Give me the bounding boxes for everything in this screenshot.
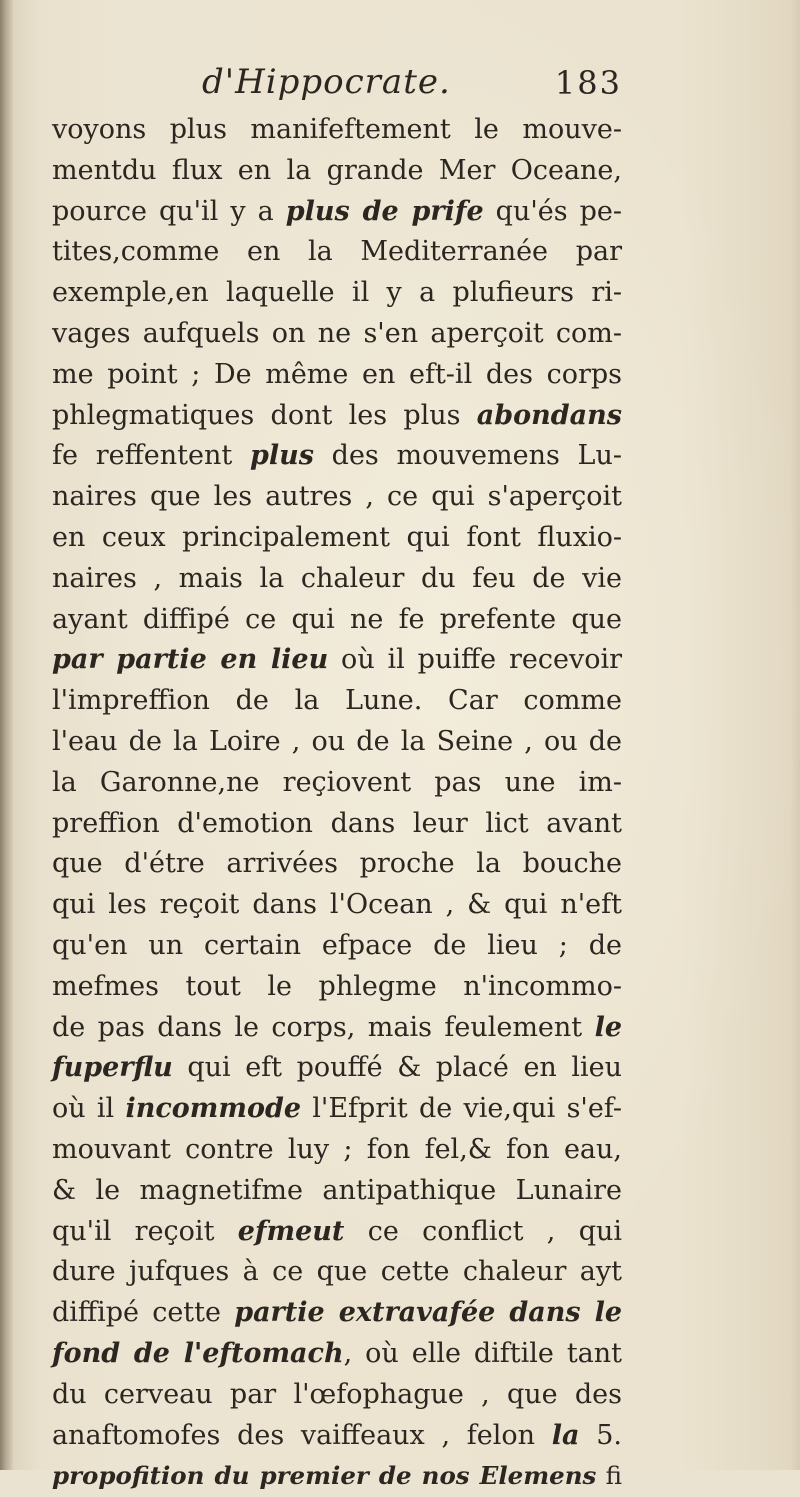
text-line (52, 1375, 622, 1416)
running-title: d'Hippocrate. (202, 62, 451, 102)
italic-text-segment: fond de l'eftomach (52, 1337, 344, 1369)
italic-text-segment: plus de prife (285, 195, 484, 227)
text-segment: phlegmatiques dont les plus (52, 399, 477, 431)
text-segment: des mouvemens Lu- (313, 440, 622, 472)
text-segment: dure jufques à ce que cette chaleur ayt (52, 1256, 622, 1288)
text-segment: qu'il reçoit (52, 1215, 238, 1247)
text-segment: où il puiffe recevoir (328, 644, 623, 676)
text-segment: vages aufquels on ne s'en aperçoit com- (52, 317, 622, 349)
text-line (52, 518, 622, 559)
text-segment: la Garonne,ne reçiovent pas une im- (52, 766, 622, 798)
italic-text-segment: fuperflu (52, 1052, 173, 1084)
text-segment: me point ; De même en eft-il des corps (52, 358, 622, 390)
text-segment: que d'étre arrivées proche la bouche (52, 848, 622, 880)
text-line (52, 681, 622, 722)
page-number: 183 (554, 64, 622, 102)
text-segment: naires , mais la chaleur du feu de vie (52, 562, 622, 594)
text-line (52, 926, 622, 967)
text-line (52, 1212, 622, 1253)
body-text (52, 110, 622, 1497)
page-header (52, 60, 622, 110)
text-segment: fi (596, 1461, 622, 1491)
text-line (52, 192, 622, 233)
text-segment: diffipé cette (52, 1297, 235, 1329)
text-line (52, 1048, 622, 1089)
text-segment: de pas dans le corps, mais feulement (52, 1011, 595, 1043)
text-line (52, 436, 622, 477)
text-segment: qui eft pouffé & placé en lieu (172, 1052, 622, 1084)
text-segment: anaftomofes des vaiffeaux , felon (52, 1419, 552, 1451)
italic-text-segment: partie extravafée dans le (234, 1297, 623, 1329)
text-line (52, 314, 622, 355)
text-segment: preffion d'emotion dans leur lict avant (52, 807, 622, 839)
text-segment: qu'en un certain efpace de lieu ; de (52, 929, 622, 961)
text-line (52, 1089, 622, 1130)
text-segment: ayant diffipé ce qui ne fe prefente que (52, 603, 622, 635)
text-segment: mouvant contre luy ; fon fel,& fon eau, (52, 1133, 622, 1165)
italic-text-segment: par partie en lieu (52, 644, 329, 676)
text-segment: & le magnetifme antipathique Lunaire (52, 1174, 622, 1206)
text-segment: en ceux principalement qui font fluxio- (52, 521, 622, 553)
italic-text-segment: abondans (476, 399, 622, 431)
text-line (52, 1416, 622, 1457)
text-segment: l'Efprit de vie,qui s'ef- (301, 1093, 622, 1125)
text-line (52, 1456, 622, 1497)
text-line (52, 804, 622, 845)
text-line (52, 967, 622, 1008)
text-line (52, 396, 622, 437)
text-segment: ce conflict , qui (344, 1215, 622, 1247)
text-segment: qui les reçoit dans l'Ocean , & qui n'eft (52, 889, 622, 921)
text-segment: exemple,en laquelle il y a plufieurs ri- (52, 277, 622, 309)
text-line (52, 1130, 622, 1171)
text-line (52, 232, 622, 273)
text-line (52, 844, 622, 885)
text-segment: , où elle diftile tant (343, 1337, 623, 1369)
text-line (52, 1293, 622, 1334)
text-line (52, 355, 622, 396)
text-line (52, 640, 622, 681)
text-segment: naires que les autres , ce qui s'aperçoit (52, 481, 622, 513)
italic-text-segment: incommode (125, 1093, 302, 1125)
text-segment: pource qu'il y a (52, 195, 286, 227)
text-line (52, 1334, 622, 1375)
text-line (52, 1252, 622, 1293)
text-segment: où il (52, 1093, 126, 1125)
text-line (52, 477, 622, 518)
text-segment: tites,comme en la Mediterranée par (52, 236, 622, 268)
text-segment: voyons plus manifeftement le mouve- (52, 114, 622, 145)
text-segment: du cerveau par l'œfophague , que des (52, 1378, 622, 1410)
text-line (52, 722, 622, 763)
italic-text-segment: propofition du premier de nos Elemens (52, 1461, 597, 1491)
text-line (52, 273, 622, 314)
italic-text-segment: la (551, 1419, 580, 1451)
italic-text-segment: plus (249, 440, 314, 472)
text-segment: fe reffentent (52, 440, 250, 472)
text-segment: mentdu flux en la grande Mer Oceane, (52, 154, 622, 186)
text-line (52, 600, 622, 641)
book-spine-shadow (0, 0, 14, 1470)
text-line (52, 1008, 622, 1049)
text-segment: qu'és pe- (483, 195, 623, 227)
text-line (52, 110, 622, 151)
italic-text-segment: le (594, 1011, 622, 1043)
text-segment: 5. (579, 1419, 623, 1451)
italic-text-segment: efmeut (237, 1215, 345, 1247)
text-segment: l'impreffion de la Lune. Car comme (52, 685, 622, 717)
text-line (52, 1171, 622, 1212)
text-line (52, 763, 622, 804)
text-segment: l'eau de la Loire , ou de la Seine , ou de (52, 725, 622, 757)
text-line (52, 559, 622, 600)
text-line (52, 151, 622, 192)
text-segment: mefmes tout le phlegme n'incommo- (52, 970, 622, 1002)
text-line (52, 885, 622, 926)
